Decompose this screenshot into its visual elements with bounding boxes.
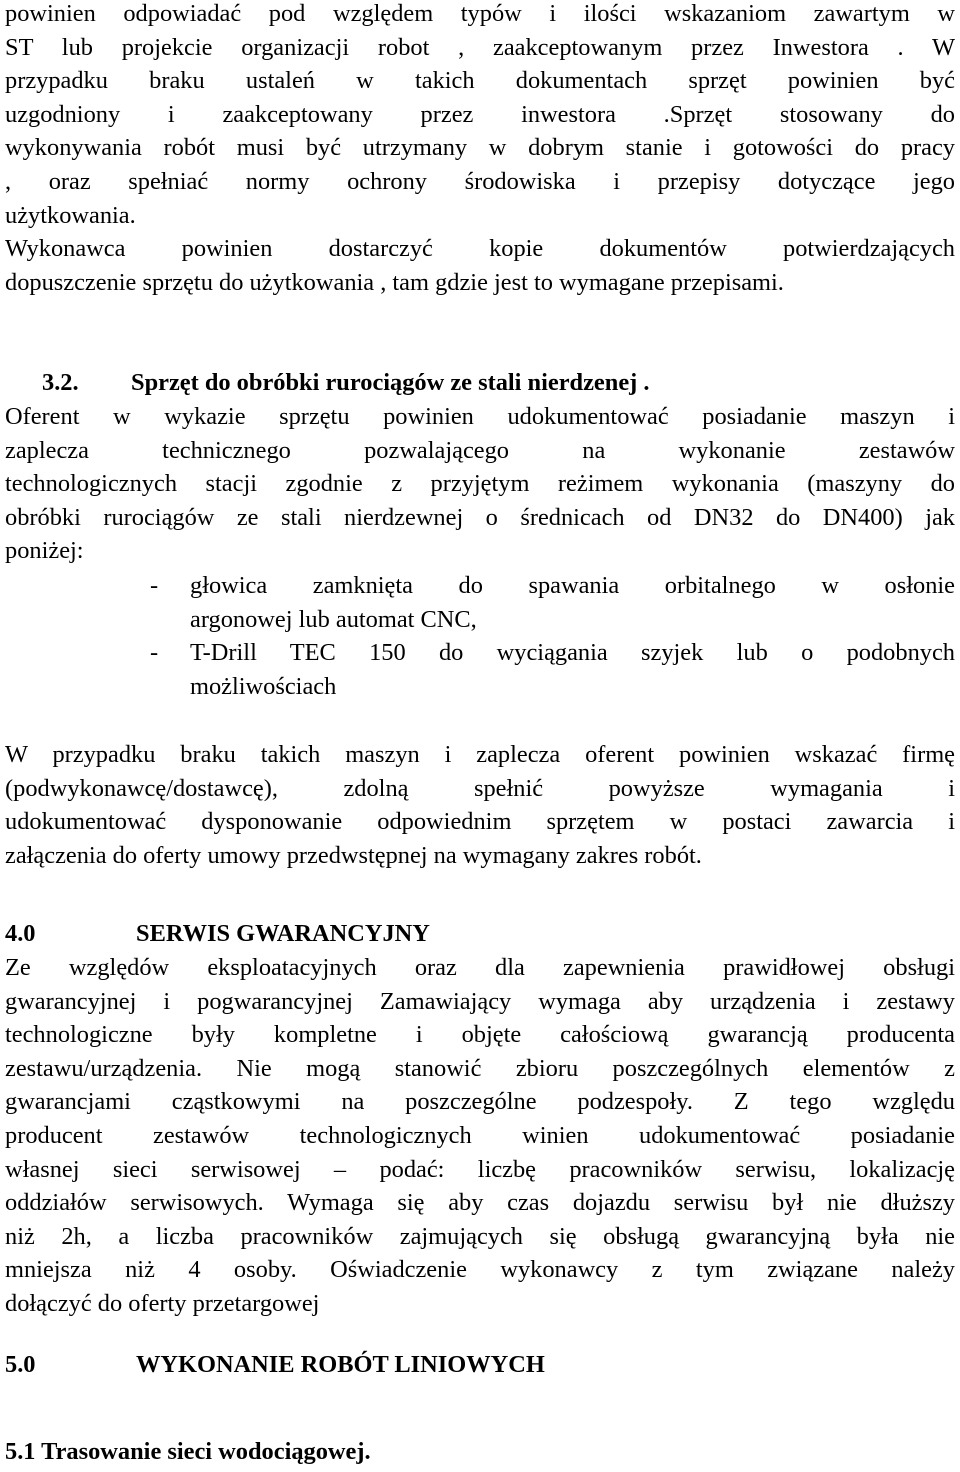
section-heading-3-2 <box>42 366 649 400</box>
text-line: załączenia do oferty umowy przedwstępnej na wymagany zakres robót. <box>5 841 702 869</box>
text-line: gwarancjami cząstkowymi na poszczególne podzespoły. Z tego względu <box>5 1088 955 1116</box>
text-line: technologiczne były kompletne i objęte całościową gwarancją producenta <box>5 1021 955 1049</box>
text-line: (podwykonawcę/dostawcę), zdolną spełnić powyższe wymagania i <box>5 774 955 802</box>
text-line: mniejsza niż 4 osoby. Oświadczenie wykonawcy z tym związane należy <box>5 1256 955 1284</box>
list-dash: - <box>150 639 159 667</box>
text-line: przypadku braku ustaleń w takich dokumentach sprzęt powinien być <box>5 67 955 95</box>
text-line: zestawu/urządzenia. Nie mogą stanowić zbioru poszczególnych elementów z <box>5 1054 955 1082</box>
text-line: gwarancyjnej i pogwarancyjnej Zamawiający wymaga aby urządzenia i zestawy <box>5 987 955 1015</box>
text-line: powinien odpowiadać pod względem typów i ilości wskazaniom zawartym w <box>5 0 955 27</box>
text-line: głowica zamknięta do spawania orbitalnego w osłonie <box>190 572 955 599</box>
text-line: ST lub projekcie organizacji robot , zaakceptowanym przez Inwestora . W <box>5 33 955 61</box>
section-heading-4-0 <box>5 917 430 951</box>
text-line: dopuszczenie sprzętu do użytkowania , tam gdzie jest to wymagane przepisami. <box>5 268 784 296</box>
section-title: WYKONANIE ROBÓT LINIOWYCH <box>136 1351 545 1378</box>
paragraph-warranty-service <box>5 951 955 1321</box>
list-item <box>5 569 955 636</box>
section-number: 5.0 <box>5 1351 36 1378</box>
text-line: użytkowania. <box>5 201 136 229</box>
text-line: producent zestawów technologicznych winien udokumentować posiadanie <box>5 1121 955 1149</box>
paragraph-documents <box>5 232 955 299</box>
section-number: 4.0 <box>5 920 36 947</box>
text-line: W przypadku braku takich maszyn i zaplecza oferent powinien wskazać firmę <box>5 741 955 768</box>
text-line: T-Drill TEC 150 do wyciągania szyjek lub o podobnych <box>190 639 955 667</box>
paragraph-subcontractor <box>5 738 955 872</box>
section-title: 5.1 Trasowanie sieci wodociągowej. <box>5 1438 371 1465</box>
text-line: , oraz spełniać normy ochrony środowiska i przepisy dotyczące jego <box>5 167 955 195</box>
text-line: własnej sieci serwisowej – podać: liczbę pracowników serwisu, lokalizację <box>5 1155 955 1183</box>
paragraph-offerent-equipment <box>5 400 955 568</box>
equipment-list <box>5 569 955 703</box>
text-line: wykonywania robót musi być utrzymany w dobrym stanie i gotowości do pracy <box>5 134 955 162</box>
paragraph-equipment-requirements <box>5 0 955 232</box>
text-line: niż 2h, a liczba pracowników zajmujących się obsługą gwarancyjną była nie <box>5 1222 955 1250</box>
section-number: 3.2. <box>42 369 79 396</box>
section-title: SERWIS GWARANCYJNY <box>136 920 430 947</box>
section-title: Sprzęt do obróbki rurociągów ze stali nierdzenej . <box>131 369 650 396</box>
section-heading-5-1 <box>5 1435 371 1469</box>
text-line: Wykonawca powinien dostarczyć kopie dokumentów potwierdzających <box>5 235 955 262</box>
section-heading-5-0 <box>5 1348 545 1382</box>
text-line: Oferent w wykazie sprzętu powinien udokumentować posiadanie maszyn i <box>5 403 955 430</box>
text-line: zaplecza technicznego pozwalającego na wykonanie zestawów <box>5 436 955 464</box>
text-line: możliwościach <box>190 672 337 700</box>
list-dash: - <box>150 572 159 599</box>
list-item <box>5 636 955 703</box>
text-line: oddziałów serwisowych. Wymaga się aby czas dojazdu serwisu był nie dłuższy <box>5 1189 955 1217</box>
text-line: poniżej: <box>5 537 84 565</box>
text-line: technologicznych stacji zgodnie z przyjętym reżimem wykonania (maszyny do <box>5 470 955 498</box>
text-line: Ze względów eksploatacyjnych oraz dla zapewnienia prawidłowej obsługi <box>5 954 955 981</box>
text-line: argonowej lub automat CNC, <box>190 605 477 633</box>
text-line: obróbki rurociągów ze stali nierdzewnej o średnicach od DN32 do DN400) jak <box>5 503 955 531</box>
text-line: dołączyć do oferty przetargowej <box>5 1289 320 1317</box>
text-line: udokumentować dysponowanie odpowiednim sprzętem w postaci zawarcia i <box>5 808 955 836</box>
text-line: uzgodniony i zaakceptowany przez inwestora .Sprzęt stosowany do <box>5 100 955 128</box>
